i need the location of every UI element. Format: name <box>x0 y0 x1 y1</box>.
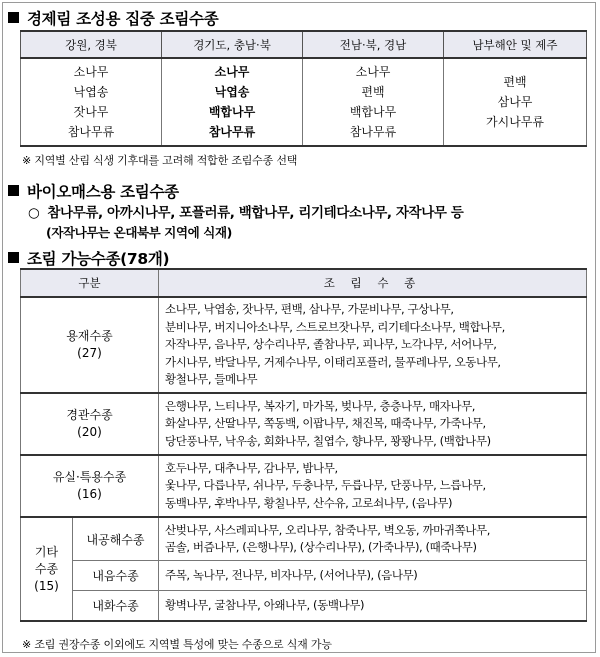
table-row <box>21 517 587 561</box>
section2-heading: 바이오매스용 조림수종 <box>8 180 179 202</box>
biomass-species-block <box>28 203 463 243</box>
region-header: 남부해안 및 제주 <box>444 31 587 58</box>
species-item: 참나무류 <box>67 125 115 139</box>
region-species-cell <box>444 58 587 146</box>
species-cell: 소나무, 낙엽송, 잣나무, 편백, 삼나무, 가문비나무, 구상나무, 분비나무, 버지니아소나무, 스트로브잣나무, 리기테다소나무, 백합나무, 자작나무, 음나무, 상수리나무, 졸참나무, 피나무, 노각나무, 서어나무, 가시나무, 박달나무, 거제수나무, 이태리포플러, 물푸레나무, 오동나무, 황철나무, 들메나무 <box>159 297 587 393</box>
table-row <box>21 58 587 146</box>
species-item: 낙엽송 <box>214 85 250 99</box>
table-header-row <box>21 269 587 297</box>
region-species-cell <box>21 58 162 146</box>
species-cell: 주목, 녹나무, 전나무, 비자나무, (서어나무), (음나무) <box>159 561 587 591</box>
circle-bullet: ○ <box>28 205 40 221</box>
table-row <box>21 591 587 622</box>
table-row <box>21 561 587 591</box>
species-header: 조 림 수 종 <box>159 269 587 297</box>
subcategory-cell: 내공해수종 <box>73 517 159 561</box>
regional-note: ※ 지역별 산림 식생 기후대를 고려해 적합한 조림수종 선택 <box>22 154 298 167</box>
region-header: 경기도, 충남·북 <box>162 31 303 58</box>
species-item: 소나무 <box>214 65 250 79</box>
subcategory-cell: 내음수종 <box>73 561 159 591</box>
species-item: 삼나무 <box>497 95 533 109</box>
section1-heading: 경제림 조성용 집중 조림수종 <box>8 7 218 29</box>
plantable-species-table <box>20 268 587 622</box>
category-cell: 용재수종 (27) <box>21 297 159 393</box>
section3-heading: 조림 가능수종(78개) <box>8 247 169 269</box>
table-row <box>21 455 587 517</box>
region-header: 전남·북, 경남 <box>303 31 444 58</box>
species-item: 백합나무 <box>349 105 397 119</box>
square-bullet-icon <box>8 185 19 196</box>
region-species-cell <box>162 58 303 146</box>
category-cell: 유실·특용수종 (16) <box>21 455 159 517</box>
species-item: 참나무류 <box>208 125 256 139</box>
table-header-row <box>21 31 587 58</box>
biomass-note: (자작나무는 온대북부 지역에 식재) <box>46 225 232 240</box>
regional-species-table <box>20 30 587 147</box>
category-cell: 경관수종 (20) <box>21 393 159 455</box>
species-item: 편백 <box>361 85 385 99</box>
species-cell: 호두나무, 대추나무, 감나무, 밤나무, 옻나무, 다릅나무, 쉬나무, 두충나무, 두릅나무, 단풍나무, 느릅나무, 동백나무, 후박나무, 황칠나무, 산수유, 고로쇠나무, (음나무) <box>159 455 587 517</box>
species-item: 소나무 <box>73 65 109 79</box>
region-header: 강원, 경북 <box>21 31 162 58</box>
species-item: 참나무류 <box>349 125 397 139</box>
region-species-cell <box>303 58 444 146</box>
species-cell: 황벽나무, 굴참나무, 아왜나무, (동백나무) <box>159 591 587 622</box>
category-header: 구분 <box>21 269 159 297</box>
table-row <box>21 297 587 393</box>
square-bullet-icon <box>8 12 19 23</box>
biomass-species-list: 참나무류, 아까시나무, 포플러류, 백합나무, 리기테다소나무, 자작나무 등 <box>47 205 464 221</box>
species-cell: 산벚나무, 사스레피나무, 오리나무, 참죽나무, 벽오동, 까마귀쪽나무, 곰솔, 버즘나무, (은행나무), (상수리나무), (가죽나무), (때죽나무) <box>159 517 587 561</box>
species-cell: 은행나무, 느티나무, 복자기, 마가목, 벚나무, 층층나무, 매자나무, 화살나무, 산딸나무, 쪽동백, 이팝나무, 채진목, 때죽나무, 가죽나무, 당단풍나무, 낙우송, 회화나무, 칠엽수, 향나무, 꽝꽝나무, (백합나무) <box>159 393 587 455</box>
species-item: 백합나무 <box>208 105 256 119</box>
subcategory-cell: 내화수종 <box>73 591 159 622</box>
species-item: 잣나무 <box>73 105 109 119</box>
species-item: 낙엽송 <box>73 85 109 99</box>
category-cell: 기타 수종 (15) <box>21 517 73 621</box>
footer-note: ※ 조림 권장수종 이외에도 지역별 특성에 맞는 수종으로 식재 가능 <box>22 638 332 651</box>
species-item: 가시나무류 <box>486 115 544 129</box>
table-row <box>21 393 587 455</box>
species-item: 편백 <box>503 75 527 89</box>
species-item: 소나무 <box>355 65 391 79</box>
square-bullet-icon <box>8 252 19 263</box>
